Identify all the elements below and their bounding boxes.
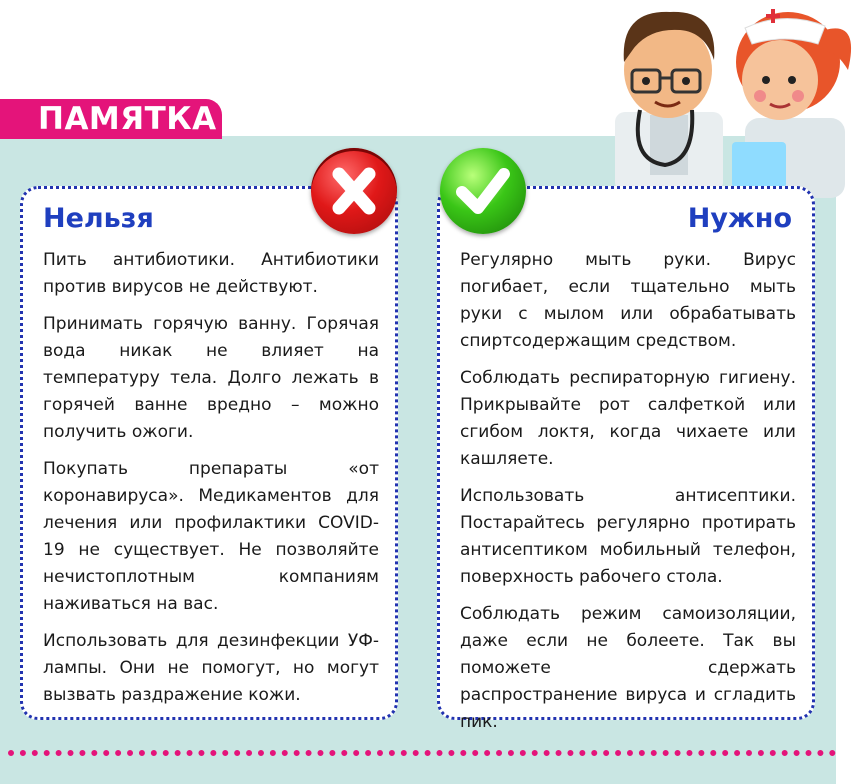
recommended-title: Нужно — [687, 203, 792, 234]
x-mark-icon — [311, 148, 397, 234]
list-item: Регулярно мыть руки. Вирус погибает, если тщательно мыть руки с мылом или обрабатывать спиртсодержащим средством. — [460, 250, 796, 351]
list-item: Использовать для дезинфекции УФ-лампы. Они не помогут, но могут вызвать раздражение кожи. — [43, 631, 379, 705]
recommended-card — [437, 186, 815, 732]
recommended-list — [460, 247, 796, 746]
prohibited-list — [43, 247, 379, 719]
check-mark-icon — [440, 148, 526, 234]
list-item: Пить антибиотики. Антибиотики против вирусов не действуют. — [43, 250, 379, 297]
list-item: Покупать препараты «от коронавируса». Медикаментов для лечения или профилактики COVID-19 не существует. Не позволяйте нечистоплотным компаниям наживаться на вас. — [43, 459, 379, 614]
prohibited-card — [20, 186, 398, 720]
list-item: Соблюдать режим самоизоляции, даже если не болеете. Так вы поможете сдержать распространение вируса и сгладить пик. — [460, 604, 796, 732]
list-item: Соблюдать респираторную гигиену. Прикрывайте рот салфеткой или сгибом локтя, когда чихаете или кашляете. — [460, 368, 796, 469]
list-item: Использовать антисептики. Постарайтесь регулярно протирать антисептиком мобильный телефон, поверхность рабочего стола. — [460, 486, 796, 587]
list-item: Принимать горячую ванну. Горячая вода никак не влияет на температуру тела. Долго лежать в горячей ванне вредно – можно получить ожоги. — [43, 314, 379, 442]
header-tab — [0, 99, 222, 139]
doctors-illustration — [610, 0, 860, 215]
page-title: ПАМЯТКА — [38, 101, 217, 137]
prohibited-title: Нельзя — [43, 203, 154, 234]
dotted-divider — [8, 750, 836, 762]
